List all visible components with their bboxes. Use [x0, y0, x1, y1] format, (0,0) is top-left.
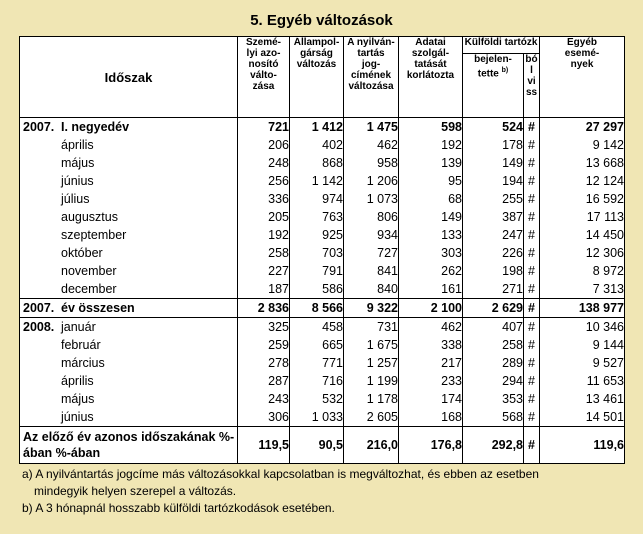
value-cell: 727 [344, 244, 399, 262]
header-registered: bejelen- tette $^{b)}$ [463, 54, 524, 118]
value-cell: 462 [344, 136, 399, 154]
value-cell: 731 [344, 318, 399, 337]
value-cell: 9 142 [540, 136, 625, 154]
value-cell: 248 [238, 154, 290, 172]
header-period: Időszak [20, 37, 238, 118]
value-cell: 771 [290, 354, 344, 372]
table-row [20, 299, 625, 318]
period-cell: június [20, 408, 238, 427]
value-cell: 258 [238, 244, 290, 262]
table-row [20, 354, 625, 372]
value-cell: # [524, 136, 540, 154]
period-cell: 2007. I. negyedév [20, 118, 238, 137]
table-row [20, 262, 625, 280]
value-cell: 14 450 [540, 226, 625, 244]
value-cell: 168 [399, 408, 463, 427]
footnotes [22, 466, 622, 517]
value-cell: # [524, 372, 540, 390]
value-cell: 217 [399, 354, 463, 372]
value-cell: 187 [238, 280, 290, 299]
value-cell: 1 142 [290, 172, 344, 190]
value-cell: # [524, 208, 540, 226]
value-cell: 206 [238, 136, 290, 154]
value-cell: 721 [238, 118, 290, 137]
value-cell: 868 [290, 154, 344, 172]
percent-cell: 90,5 [290, 427, 344, 464]
value-cell: 233 [399, 372, 463, 390]
value-cell: 13 668 [540, 154, 625, 172]
value-cell: 325 [238, 318, 290, 337]
value-cell: 1 033 [290, 408, 344, 427]
value-cell: 149 [399, 208, 463, 226]
value-cell: 243 [238, 390, 290, 408]
value-cell: # [524, 408, 540, 427]
period-cell: 2008. január [20, 318, 238, 337]
header-data-restriction: Adatai szolgál- tatását korlátozta [399, 37, 463, 118]
value-cell: 407 [463, 318, 524, 337]
value-cell: 1 475 [344, 118, 399, 137]
value-cell: 10 346 [540, 318, 625, 337]
period-cell: augusztus [20, 208, 238, 226]
value-cell: 306 [238, 408, 290, 427]
value-cell: # [524, 226, 540, 244]
percent-label: Az előző év azonos időszakának %-ában %-ában [20, 427, 238, 464]
value-cell: 841 [344, 262, 399, 280]
value-cell: 716 [290, 372, 344, 390]
value-cell: 17 113 [540, 208, 625, 226]
header-foreign-stay: Külföldi tartózk [463, 37, 540, 54]
value-cell: 194 [463, 172, 524, 190]
value-cell: 2 836 [238, 299, 290, 318]
percent-cell: 119,5 [238, 427, 290, 464]
table-row [20, 172, 625, 190]
table-row [20, 318, 625, 337]
value-cell: 1 178 [344, 390, 399, 408]
table-row [20, 244, 625, 262]
value-cell: 278 [238, 354, 290, 372]
period-cell: április [20, 136, 238, 154]
percent-cell: 216,0 [344, 427, 399, 464]
footnote-b: b) A 3 hónapnál hosszabb külföldi tartózkodások esetében. [22, 501, 335, 515]
value-cell: 294 [463, 372, 524, 390]
value-cell: 289 [463, 354, 524, 372]
value-cell: 9 527 [540, 354, 625, 372]
value-cell: 336 [238, 190, 290, 208]
table-row [20, 226, 625, 244]
footnote-a-continued: mindegyik helyen szerepel a változás. [34, 484, 237, 498]
value-cell: 1 206 [344, 172, 399, 190]
table-row [20, 136, 625, 154]
value-cell: 9 322 [344, 299, 399, 318]
value-cell: 139 [399, 154, 463, 172]
table-row [20, 208, 625, 226]
value-cell: # [524, 390, 540, 408]
value-cell: 1 257 [344, 354, 399, 372]
value-cell: 255 [463, 190, 524, 208]
value-cell: 256 [238, 172, 290, 190]
value-cell: 934 [344, 226, 399, 244]
value-cell: 1 073 [344, 190, 399, 208]
table-row [20, 280, 625, 299]
value-cell: 13 461 [540, 390, 625, 408]
table-row [20, 336, 625, 354]
percent-cell: 292,8 [463, 427, 524, 464]
value-cell: 95 [399, 172, 463, 190]
value-cell: 703 [290, 244, 344, 262]
value-cell: 192 [399, 136, 463, 154]
value-cell: # [524, 336, 540, 354]
value-cell: 2 629 [463, 299, 524, 318]
value-cell: 568 [463, 408, 524, 427]
value-cell: 133 [399, 226, 463, 244]
value-cell: 258 [463, 336, 524, 354]
value-cell: 11 653 [540, 372, 625, 390]
value-cell: 353 [463, 390, 524, 408]
value-cell: 247 [463, 226, 524, 244]
period-cell: március [20, 354, 238, 372]
value-cell: # [524, 154, 540, 172]
value-cell: 840 [344, 280, 399, 299]
value-cell: 1 199 [344, 372, 399, 390]
value-cell: 338 [399, 336, 463, 354]
value-cell: 27 297 [540, 118, 625, 137]
table-body [20, 118, 625, 464]
value-cell: 192 [238, 226, 290, 244]
value-cell: 806 [344, 208, 399, 226]
table-row [20, 190, 625, 208]
table-row [20, 408, 625, 427]
value-cell: 763 [290, 208, 344, 226]
header-other-events: Egyéb esemé- nyek [540, 37, 625, 118]
value-cell: 259 [238, 336, 290, 354]
value-cell: 226 [463, 244, 524, 262]
value-cell: 12 124 [540, 172, 625, 190]
value-cell: # [524, 299, 540, 318]
value-cell: 974 [290, 190, 344, 208]
value-cell: 14 501 [540, 408, 625, 427]
value-cell: 7 313 [540, 280, 625, 299]
header-registration-title: A nyilván- tartás jog- címének változása [344, 37, 399, 118]
period-cell: december [20, 280, 238, 299]
value-cell: # [524, 118, 540, 137]
value-cell: # [524, 354, 540, 372]
value-cell: # [524, 318, 540, 337]
table-row-percent [20, 427, 625, 464]
value-cell: 262 [399, 262, 463, 280]
table-row [20, 154, 625, 172]
value-cell: 1 412 [290, 118, 344, 137]
header-citizenship: Állampol- gárság változás [290, 37, 344, 118]
period-cell: február [20, 336, 238, 354]
value-cell: 665 [290, 336, 344, 354]
data-table [19, 36, 625, 464]
value-cell: 8 972 [540, 262, 625, 280]
value-cell: # [524, 172, 540, 190]
value-cell: # [524, 262, 540, 280]
table-row [20, 390, 625, 408]
value-cell: 9 144 [540, 336, 625, 354]
value-cell: 12 306 [540, 244, 625, 262]
value-cell: # [524, 190, 540, 208]
value-cell: 791 [290, 262, 344, 280]
period-cell: november [20, 262, 238, 280]
value-cell: 1 675 [344, 336, 399, 354]
period-cell: 2007. év összesen [20, 299, 238, 318]
table-title: 5. Egyéb változások [250, 12, 393, 29]
value-cell: # [524, 244, 540, 262]
value-cell: 16 592 [540, 190, 625, 208]
value-cell: 205 [238, 208, 290, 226]
period-cell: október [20, 244, 238, 262]
period-cell: szeptember [20, 226, 238, 244]
value-cell: 925 [290, 226, 344, 244]
value-cell: 287 [238, 372, 290, 390]
value-cell: 138 977 [540, 299, 625, 318]
value-cell: 174 [399, 390, 463, 408]
period-cell: május [20, 390, 238, 408]
value-cell: 161 [399, 280, 463, 299]
value-cell: 458 [290, 318, 344, 337]
value-cell: 303 [399, 244, 463, 262]
value-cell: # [524, 280, 540, 299]
value-cell: 598 [399, 118, 463, 137]
percent-cell: 176,8 [399, 427, 463, 464]
value-cell: 198 [463, 262, 524, 280]
value-cell: 402 [290, 136, 344, 154]
value-cell: 178 [463, 136, 524, 154]
value-cell: 68 [399, 190, 463, 208]
header-returned: bó l vi ss [524, 54, 540, 118]
value-cell: 227 [238, 262, 290, 280]
value-cell: 8 566 [290, 299, 344, 318]
value-cell: 524 [463, 118, 524, 137]
value-cell: 2 100 [399, 299, 463, 318]
value-cell: 149 [463, 154, 524, 172]
footnote-a: a) A nyilvántartás jogcíme más változásokkal kapcsolatban is megváltozhat, és ebben az esetben [22, 467, 539, 481]
header-personal-id: Szemé- lyi azo- nosító válto- zása [238, 37, 290, 118]
table-row [20, 372, 625, 390]
table-row [20, 118, 625, 137]
percent-cell: 119,6 [540, 427, 625, 464]
period-cell: április [20, 372, 238, 390]
value-cell: 2 605 [344, 408, 399, 427]
value-cell: 958 [344, 154, 399, 172]
value-cell: 271 [463, 280, 524, 299]
value-cell: 462 [399, 318, 463, 337]
percent-cell: # [524, 427, 540, 464]
period-cell: július [20, 190, 238, 208]
value-cell: 532 [290, 390, 344, 408]
value-cell: 387 [463, 208, 524, 226]
period-cell: június [20, 172, 238, 190]
period-cell: május [20, 154, 238, 172]
value-cell: 586 [290, 280, 344, 299]
